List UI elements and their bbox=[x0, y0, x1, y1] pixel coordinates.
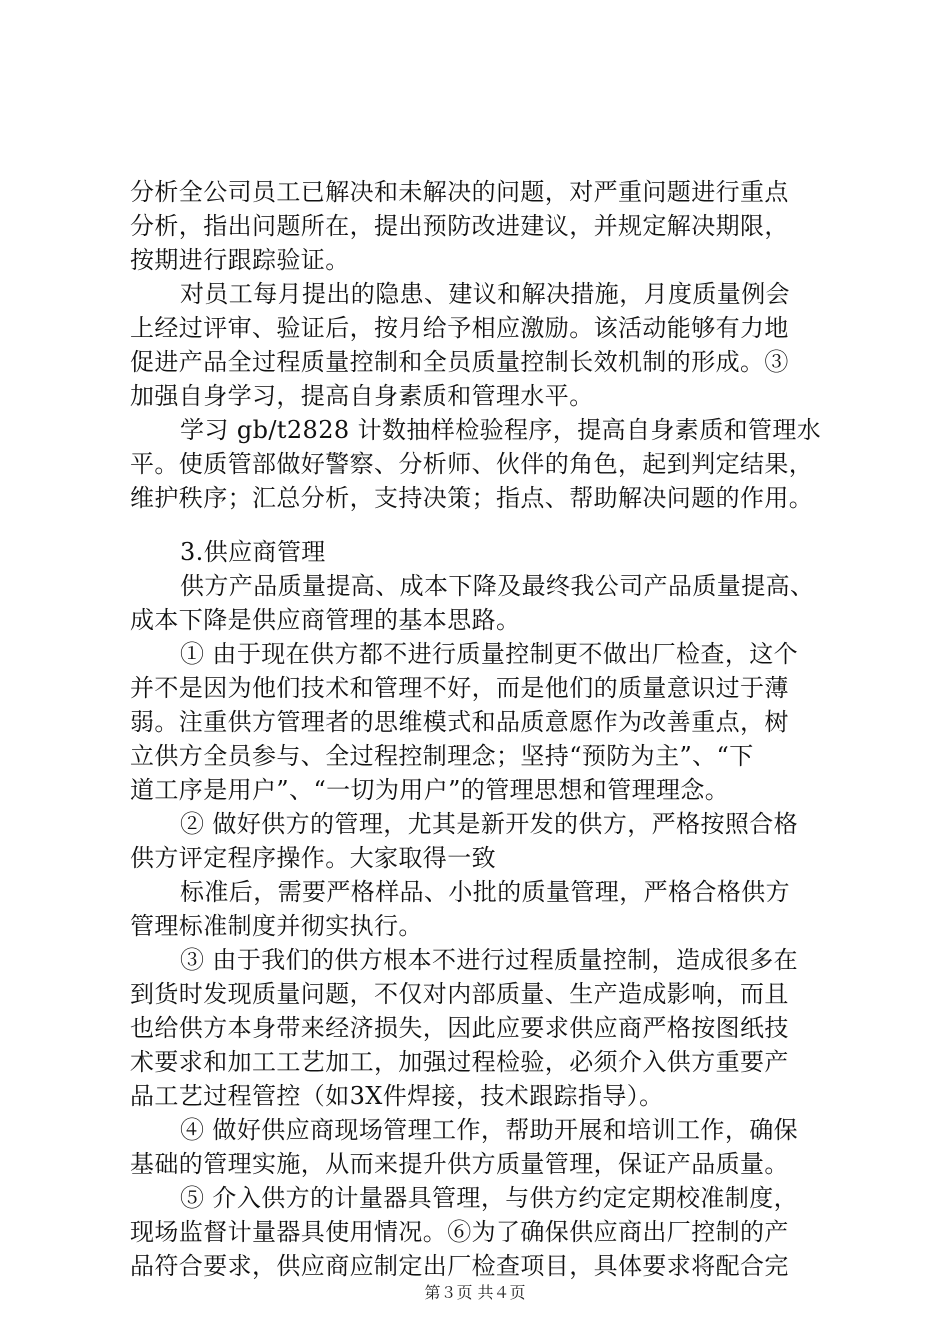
text-line: 上经过评审、验证后，按月给予相应激励。该活动能够有力地 bbox=[130, 314, 789, 342]
text-line: 术要求和加工工艺加工，加强过程检验，必须介入供方重要产 bbox=[130, 1048, 789, 1076]
text-line: 基础的管理实施，从而来提升供方质量管理，保证产品质量。 bbox=[130, 1150, 789, 1178]
text-line: 供方产品质量提高、成本下降及最终我公司产品质量提高、 bbox=[180, 572, 815, 600]
text-line: 品工艺过程管控（如3X件焊接，技术跟踪指导）。 bbox=[130, 1082, 664, 1110]
text-line: 道工序是用户”、“一切为用户”的管理思想和管理理念。 bbox=[130, 776, 730, 804]
text-line: 分析全公司员工已解决和未解决的问题，对严重问题进行重点 bbox=[130, 178, 789, 206]
page-number-footer: 第３页 共４页 bbox=[424, 1283, 526, 1302]
text-line: 现场监督计量器具使用情况。⑥为了确保供应商出厂控制的产 bbox=[130, 1218, 789, 1246]
text-line: 学习 gb/t2828 计数抽样检验程序，提高自身素质和管理水 bbox=[180, 416, 822, 444]
text-line: 标准后，需要严格样品、小批的质量管理，严格合格供方 bbox=[180, 878, 790, 906]
text-line: 供方评定程序操作。大家取得一致 bbox=[130, 844, 496, 872]
text-line: 到货时发现质量问题，不仅对内部质量、生产造成影响，而且 bbox=[130, 980, 789, 1008]
text-line: 成本下降是供应商管理的基本思路。 bbox=[130, 606, 521, 634]
text-line: 维护秩序；汇总分析，支持决策；指点、帮助解决问题的作用。 bbox=[130, 484, 814, 512]
text-line: ② 做好供方的管理，尤其是新开发的供方，严格按照合格 bbox=[180, 810, 799, 838]
text-line: 对员工每月提出的隐患、建议和解决措施，月度质量例会 bbox=[180, 280, 790, 308]
text-line: 按期进行跟踪验证。 bbox=[130, 246, 350, 274]
text-line: 平。使质管部做好警察、分析师、伙伴的角色，起到判定结果， bbox=[130, 450, 814, 478]
section-heading: 3.供应商管理 bbox=[180, 538, 326, 566]
text-line: ① 由于现在供方都不进行质量控制更不做出厂检查，这个 bbox=[180, 640, 799, 668]
text-line: 促进产品全过程质量控制和全员质量控制长效机制的形成。③ bbox=[130, 348, 789, 376]
text-line: 并不是因为他们技术和管理不好，而是他们的质量意识过于薄 bbox=[130, 674, 789, 702]
text-line: ③ 由于我们的供方根本不进行过程质量控制，造成很多在 bbox=[180, 946, 799, 974]
text-line: 品符合要求，供应商应制定出厂检查项目，具体要求将配合完 bbox=[130, 1252, 789, 1280]
text-line: 分析，指出问题所在，提出预防改进建议，并规定解决期限， bbox=[130, 212, 789, 240]
text-line: ④ 做好供应商现场管理工作，帮助开展和培训工作，确保 bbox=[180, 1116, 799, 1144]
text-line: 管理标准制度并彻实执行。 bbox=[130, 912, 423, 940]
text-line: 也给供方本身带来经济损失，因此应要求供应商严格按图纸技 bbox=[130, 1014, 789, 1042]
text-line: ⑤ 介入供方的计量器具管理，与供方约定定期校准制度， bbox=[180, 1184, 799, 1212]
text-line: 立供方全员参与、全过程控制理念；坚持“预防为主”、“下 bbox=[130, 742, 754, 770]
text-line: 弱。注重供方管理者的思维模式和品质意愿作为改善重点，树 bbox=[130, 708, 789, 736]
text-line: 加强自身学习，提高自身素质和管理水平。 bbox=[130, 382, 594, 410]
